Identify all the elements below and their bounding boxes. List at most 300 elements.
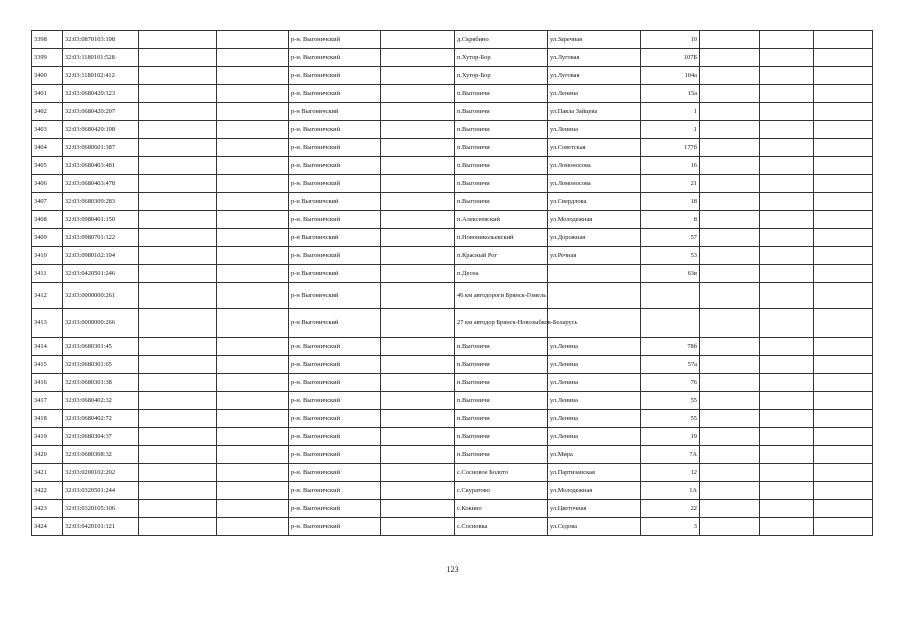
empty-cell (814, 85, 873, 103)
cadastral-number: 32:03:0680304:37 (63, 428, 139, 446)
empty-cell (700, 446, 760, 464)
rayon-cell: р-н. Выгоничский (289, 464, 381, 482)
row-number: 3415 (32, 356, 63, 374)
street-cell: ул.Заречная (548, 31, 641, 49)
empty-cell (760, 85, 814, 103)
row-number: 3411 (32, 265, 63, 283)
house-cell: 57а (641, 356, 700, 374)
house-cell: 76 (641, 374, 700, 392)
cadastral-number: 32:03:0320105:106 (63, 500, 139, 518)
cadastral-number: 32:03:0680309:283 (63, 193, 139, 211)
rayon-cell: р-н. Выгоничский (289, 392, 381, 410)
empty-cell (139, 139, 217, 157)
table-row (32, 446, 873, 464)
rayon-cell: р-н. Выгоничский (289, 446, 381, 464)
empty-cell (760, 157, 814, 175)
empty-cell (139, 211, 217, 229)
house-cell (641, 309, 700, 338)
cadastral-number: 32:03:0680403:478 (63, 175, 139, 193)
rayon-cell: р-н. Выгоничский (289, 139, 381, 157)
street-cell: ул.Луговая (548, 49, 641, 67)
empty-cell (381, 67, 455, 85)
street-cell: ул.Речная (548, 247, 641, 265)
empty-cell (217, 482, 289, 500)
house-cell: 1 (641, 103, 700, 121)
street-cell: ул.Ломоносова (548, 175, 641, 193)
cadastral-number: 32:03:0320501:244 (63, 482, 139, 500)
empty-cell (760, 265, 814, 283)
locality-cell: 46 км автодороги Брянск-Гомель (455, 283, 548, 309)
locality-cell: с.Сосновое Болото (455, 464, 548, 482)
street-cell: ул.Луговая (548, 67, 641, 85)
empty-cell (814, 193, 873, 211)
empty-cell (139, 356, 217, 374)
locality-cell: п.Выгоничи (455, 157, 548, 175)
empty-cell (700, 193, 760, 211)
empty-cell (139, 175, 217, 193)
empty-cell (814, 374, 873, 392)
row-number: 3424 (32, 518, 63, 536)
empty-cell (217, 157, 289, 175)
street-cell: ул.Свердлова (548, 193, 641, 211)
empty-cell (139, 338, 217, 356)
empty-cell (700, 121, 760, 139)
empty-cell (381, 410, 455, 428)
table-row (32, 500, 873, 518)
row-number: 3407 (32, 193, 63, 211)
locality-cell: п.Выгоничи (455, 356, 548, 374)
empty-cell (814, 175, 873, 193)
empty-cell (217, 265, 289, 283)
cadastral-number: 32:03:0680601:387 (63, 139, 139, 157)
empty-cell (381, 356, 455, 374)
empty-cell (381, 309, 455, 338)
empty-cell (381, 211, 455, 229)
table-row (32, 338, 873, 356)
empty-cell (760, 410, 814, 428)
house-cell: 8 (641, 211, 700, 229)
empty-cell (139, 229, 217, 247)
rayon-cell: р-н. Выгоничский (289, 121, 381, 139)
table-row (32, 309, 873, 338)
cadastral-number: 32:03:0980102:104 (63, 247, 139, 265)
row-number: 3398 (32, 31, 63, 49)
house-cell: 18 (641, 193, 700, 211)
empty-cell (760, 103, 814, 121)
empty-cell (700, 392, 760, 410)
empty-cell (381, 175, 455, 193)
locality-cell: п.Хутор-Бор (455, 67, 548, 85)
row-number: 3409 (32, 229, 63, 247)
empty-cell (139, 247, 217, 265)
empty-cell (700, 103, 760, 121)
empty-cell (217, 464, 289, 482)
empty-cell (381, 229, 455, 247)
empty-cell (700, 211, 760, 229)
house-cell: 22 (641, 500, 700, 518)
register-body (32, 31, 873, 536)
empty-cell (139, 500, 217, 518)
rayon-cell: р-н. Выгоничский (289, 374, 381, 392)
empty-cell (760, 464, 814, 482)
street-cell: ул.Мира (548, 446, 641, 464)
house-cell: 1А (641, 482, 700, 500)
empty-cell (217, 500, 289, 518)
empty-cell (700, 85, 760, 103)
row-number: 3417 (32, 392, 63, 410)
empty-cell (814, 139, 873, 157)
empty-cell (760, 211, 814, 229)
empty-cell (700, 518, 760, 536)
empty-cell (217, 283, 289, 309)
street-cell: ул.Ленина (548, 374, 641, 392)
house-cell: 12 (641, 464, 700, 482)
empty-cell (381, 446, 455, 464)
empty-cell (814, 392, 873, 410)
empty-cell (381, 31, 455, 49)
empty-cell (217, 247, 289, 265)
empty-cell (700, 356, 760, 374)
table-row (32, 139, 873, 157)
table-row (32, 193, 873, 211)
empty-cell (139, 518, 217, 536)
street-cell (548, 265, 641, 283)
locality-cell: с.Сосновка (455, 518, 548, 536)
house-cell: 7А (641, 446, 700, 464)
empty-cell (381, 500, 455, 518)
table-row (32, 67, 873, 85)
cadastral-number: 32:03:0680403:481 (63, 157, 139, 175)
street-cell: ул.Ленина (548, 410, 641, 428)
empty-cell (700, 500, 760, 518)
locality-cell: п.Десна (455, 265, 548, 283)
empty-cell (760, 446, 814, 464)
empty-cell (381, 464, 455, 482)
rayon-cell: р-н Выгоничский (289, 229, 381, 247)
empty-cell (139, 103, 217, 121)
empty-cell (760, 283, 814, 309)
cadastral-number: 32:03:0680420:108 (63, 121, 139, 139)
row-number: 3414 (32, 338, 63, 356)
table-row (32, 283, 873, 309)
locality-cell: п.Выгоничи (455, 338, 548, 356)
empty-cell (814, 446, 873, 464)
locality-cell: п.Выгоничи (455, 85, 548, 103)
empty-cell (381, 121, 455, 139)
empty-cell (760, 500, 814, 518)
empty-cell (381, 103, 455, 121)
register-table (31, 30, 873, 536)
empty-cell (814, 247, 873, 265)
street-cell (548, 283, 641, 309)
row-number: 3419 (32, 428, 63, 446)
row-number: 3400 (32, 67, 63, 85)
empty-cell (700, 338, 760, 356)
street-cell: ул.Ленина (548, 85, 641, 103)
street-cell: ул.Цветочная (548, 500, 641, 518)
empty-cell (139, 67, 217, 85)
empty-cell (139, 31, 217, 49)
empty-cell (139, 428, 217, 446)
locality-cell: п.Хутор-Бор (455, 49, 548, 67)
empty-cell (381, 157, 455, 175)
empty-cell (760, 392, 814, 410)
empty-cell (139, 410, 217, 428)
locality-cell: п.Выгоничи (455, 103, 548, 121)
empty-cell (217, 338, 289, 356)
empty-cell (139, 482, 217, 500)
empty-cell (381, 85, 455, 103)
empty-cell (760, 49, 814, 67)
row-number: 3416 (32, 374, 63, 392)
empty-cell (139, 283, 217, 309)
empty-cell (700, 410, 760, 428)
row-number: 3422 (32, 482, 63, 500)
table-row (32, 157, 873, 175)
empty-cell (814, 67, 873, 85)
empty-cell (217, 374, 289, 392)
empty-cell (700, 175, 760, 193)
table-row (32, 121, 873, 139)
empty-cell (760, 193, 814, 211)
rayon-cell: р-н. Выгоничский (289, 428, 381, 446)
empty-cell (139, 85, 217, 103)
cadastral-number: 32:03:0680402:32 (63, 392, 139, 410)
table-row (32, 482, 873, 500)
empty-cell (760, 309, 814, 338)
locality-cell: п.Выгоничи (455, 121, 548, 139)
house-cell: 3 (641, 518, 700, 536)
empty-cell (814, 229, 873, 247)
empty-cell (814, 121, 873, 139)
empty-cell (814, 157, 873, 175)
empty-cell (139, 157, 217, 175)
page-number: 123 (446, 565, 459, 574)
empty-cell (381, 482, 455, 500)
empty-cell (381, 518, 455, 536)
empty-cell (814, 309, 873, 338)
rayon-cell: р-н. Выгоничский (289, 49, 381, 67)
row-number: 3401 (32, 85, 63, 103)
table-row (32, 103, 873, 121)
house-cell: 78б (641, 338, 700, 356)
house-cell: 10 (641, 31, 700, 49)
cadastral-number: 32:03:0680420:123 (63, 85, 139, 103)
row-number: 3413 (32, 309, 63, 338)
table-row (32, 464, 873, 482)
locality-cell: п.Выгоничи (455, 193, 548, 211)
rayon-cell: р-н. Выгоничский (289, 85, 381, 103)
empty-cell (760, 338, 814, 356)
empty-cell (217, 175, 289, 193)
table-row (32, 518, 873, 536)
cadastral-number: 32:03:0680402:72 (63, 410, 139, 428)
street-cell: ул.Ленина (548, 356, 641, 374)
rayon-cell: р-н. Выгоничский (289, 518, 381, 536)
empty-cell (139, 193, 217, 211)
table-row (32, 211, 873, 229)
street-cell: ул.Партизанская (548, 464, 641, 482)
cadastral-number: 32:03:1180102:412 (63, 67, 139, 85)
locality-cell: п.Выгоничи (455, 446, 548, 464)
rayon-cell: р-н. Выгоничский (289, 31, 381, 49)
empty-cell (700, 67, 760, 85)
house-cell: 21 (641, 175, 700, 193)
table-row (32, 175, 873, 193)
cadastral-number: 32:03:0200102:202 (63, 464, 139, 482)
rayon-cell: р-н. Выгоничский (289, 175, 381, 193)
locality-cell: с.Скуратово (455, 482, 548, 500)
row-number: 3412 (32, 283, 63, 309)
empty-cell (814, 428, 873, 446)
empty-cell (381, 49, 455, 67)
empty-cell (760, 229, 814, 247)
cadastral-number: 32:03:0000000:261 (63, 283, 139, 309)
locality-cell: п.Выгоничи (455, 428, 548, 446)
empty-cell (700, 309, 760, 338)
house-cell: 53 (641, 247, 700, 265)
locality-cell: п.Алексеевский (455, 211, 548, 229)
empty-cell (814, 410, 873, 428)
empty-cell (381, 428, 455, 446)
empty-cell (139, 374, 217, 392)
street-cell: ул.Молодежная (548, 211, 641, 229)
empty-cell (381, 265, 455, 283)
rayon-cell: р-н. Выгоничский (289, 67, 381, 85)
row-number: 3423 (32, 500, 63, 518)
empty-cell (760, 31, 814, 49)
empty-cell (381, 283, 455, 309)
table-row (32, 428, 873, 446)
house-cell: 104а (641, 67, 700, 85)
rayon-cell: р-н. Выгоничский (289, 157, 381, 175)
empty-cell (139, 309, 217, 338)
house-cell: 1 (641, 121, 700, 139)
rayon-cell: р-н Выгоничский (289, 103, 381, 121)
empty-cell (381, 338, 455, 356)
rayon-cell: р-н. Выгоничский (289, 211, 381, 229)
row-number: 3405 (32, 157, 63, 175)
street-cell: ул.Ломоносова (548, 157, 641, 175)
empty-cell (217, 518, 289, 536)
empty-cell (217, 428, 289, 446)
empty-cell (814, 500, 873, 518)
rayon-cell: р-н. Выгоничский (289, 247, 381, 265)
empty-cell (760, 356, 814, 374)
empty-cell (217, 85, 289, 103)
cadastral-number: 32:03:0680301:38 (63, 374, 139, 392)
table-row (32, 265, 873, 283)
empty-cell (217, 103, 289, 121)
empty-cell (814, 482, 873, 500)
empty-cell (217, 121, 289, 139)
cadastral-number: 32:03:0680308:32 (63, 446, 139, 464)
row-number: 3403 (32, 121, 63, 139)
empty-cell (814, 31, 873, 49)
house-cell: 107Б (641, 49, 700, 67)
empty-cell (700, 482, 760, 500)
row-number: 3402 (32, 103, 63, 121)
empty-cell (217, 211, 289, 229)
empty-cell (760, 139, 814, 157)
empty-cell (814, 103, 873, 121)
row-number: 3408 (32, 211, 63, 229)
empty-cell (217, 356, 289, 374)
empty-cell (760, 374, 814, 392)
empty-cell (139, 121, 217, 139)
empty-cell (139, 446, 217, 464)
house-cell: 19 (641, 428, 700, 446)
house-cell: 177б (641, 139, 700, 157)
empty-cell (217, 410, 289, 428)
empty-cell (217, 193, 289, 211)
empty-cell (760, 428, 814, 446)
empty-cell (700, 229, 760, 247)
empty-cell (700, 49, 760, 67)
rayon-cell: р-н. Выгоничский (289, 356, 381, 374)
empty-cell (760, 518, 814, 536)
row-number: 3399 (32, 49, 63, 67)
empty-cell (700, 31, 760, 49)
empty-cell (760, 247, 814, 265)
empty-cell (814, 49, 873, 67)
empty-cell (700, 374, 760, 392)
rayon-cell: р-н. Выгоничский (289, 500, 381, 518)
street-cell: ул.Дорожная (548, 229, 641, 247)
house-cell: 55 (641, 392, 700, 410)
empty-cell (814, 356, 873, 374)
rayon-cell: р-н. Выгоничский (289, 482, 381, 500)
empty-cell (139, 464, 217, 482)
table-row (32, 85, 873, 103)
empty-cell (814, 338, 873, 356)
rayon-cell: р-н. Выгоничский (289, 338, 381, 356)
rayon-cell: р-н Выгоничский (289, 283, 381, 309)
empty-cell (217, 229, 289, 247)
table-row (32, 49, 873, 67)
empty-cell (381, 139, 455, 157)
table-row (32, 356, 873, 374)
empty-cell (381, 247, 455, 265)
empty-cell (760, 67, 814, 85)
empty-cell (700, 139, 760, 157)
house-cell (641, 283, 700, 309)
cadastral-number: 32:03:0680301:45 (63, 338, 139, 356)
locality-cell: п.Выгоничи (455, 410, 548, 428)
table-row (32, 31, 873, 49)
locality-cell: д.Скрябино (455, 31, 548, 49)
empty-cell (217, 139, 289, 157)
table-row (32, 229, 873, 247)
house-cell: 57 (641, 229, 700, 247)
locality-cell: п.Красный Рог (455, 247, 548, 265)
table-row (32, 374, 873, 392)
empty-cell (700, 265, 760, 283)
empty-cell (760, 482, 814, 500)
cadastral-number: 32:03:1180101:528 (63, 49, 139, 67)
locality-cell: п.Выгоничи (455, 392, 548, 410)
table-row (32, 247, 873, 265)
empty-cell (700, 283, 760, 309)
row-number: 3418 (32, 410, 63, 428)
empty-cell (814, 265, 873, 283)
empty-cell (760, 175, 814, 193)
cadastral-number: 32:03:0680301:65 (63, 356, 139, 374)
rayon-cell: р-н Выгоничский (289, 265, 381, 283)
house-cell: 55 (641, 410, 700, 428)
empty-cell (814, 283, 873, 309)
row-number: 3406 (32, 175, 63, 193)
